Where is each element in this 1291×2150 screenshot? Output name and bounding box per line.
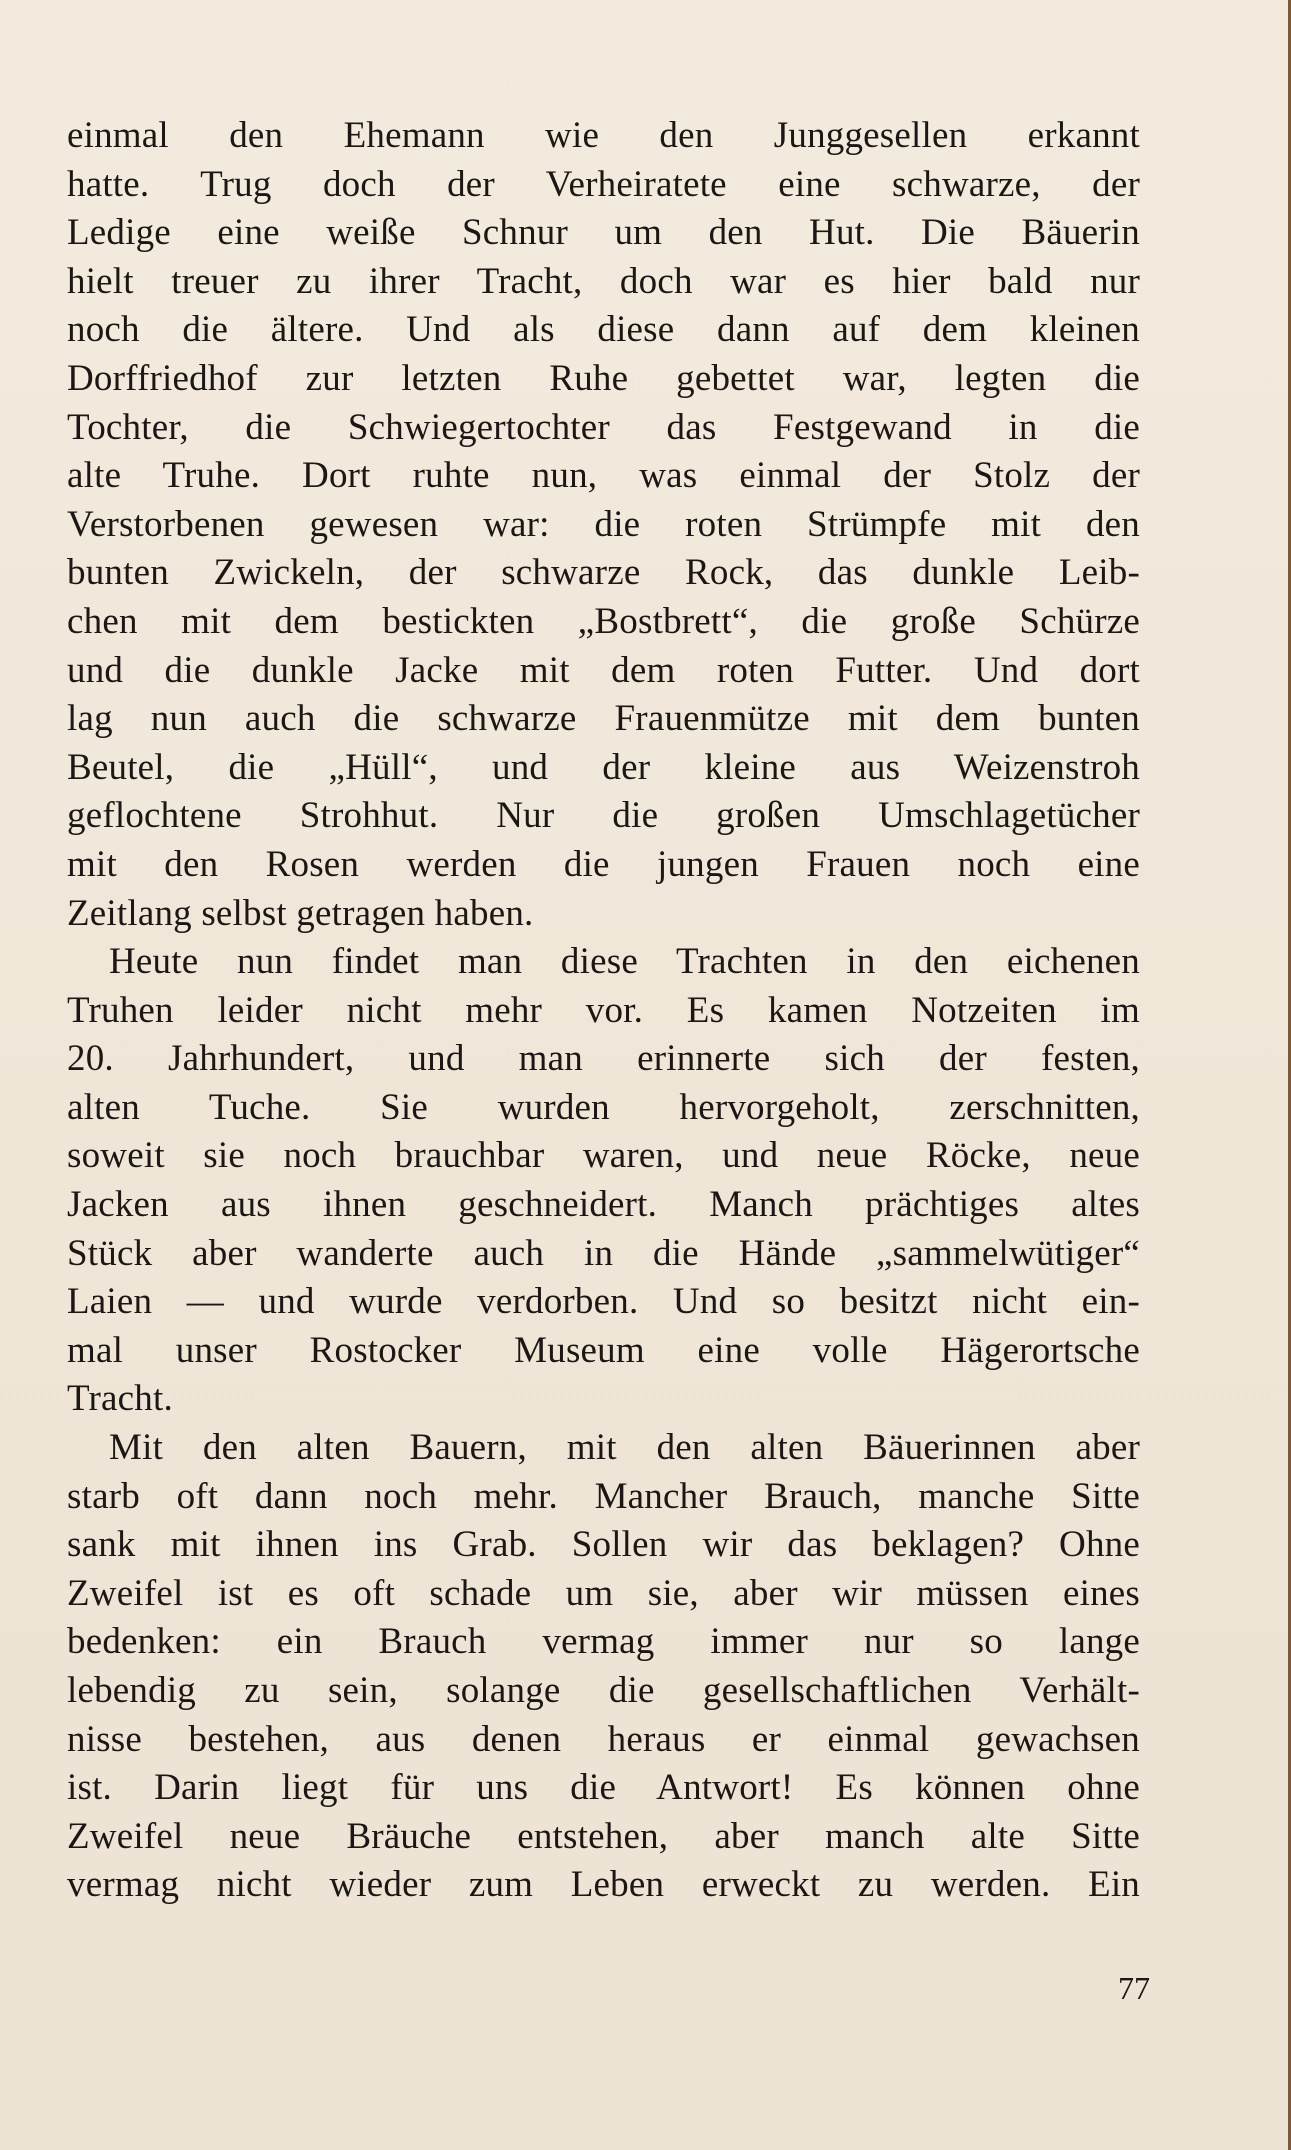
text-line: geflochtene Strohhut. Nur die großen Umschlagetücher [67,795,1140,837]
text-line: bedenken: ein Brauch vermag immer nur so lange [67,1621,1140,1663]
text-line: Dorffriedhof zur letzten Ruhe gebettet war, legten die [67,357,1140,399]
text-line: Stück aber wanderte auch in die Hände „sammelwütiger“ [67,1232,1140,1274]
text-line: Heute nun findet man diese Trachten in den eichenen [109,941,1140,983]
text-line: nisse bestehen, aus denen heraus er einmal gewachsen [67,1718,1140,1760]
text-line: vermag nicht wieder zum Leben erweckt zu werden. Ein [67,1864,1140,1906]
text-line: 20. Jahrhundert, und man erinnerte sich der festen, [67,1038,1140,1080]
text-line: mit den Rosen werden die jungen Frauen noch eine [67,843,1140,885]
page-number: 77 [1118,1970,1150,2006]
text-line: hatte. Trug doch der Verheiratete eine schwarze, der [67,163,1140,205]
text-line: Zeitlang selbst getragen haben. [67,892,534,934]
text-line: und die dunkle Jacke mit dem roten Futter. Und dort [67,649,1140,691]
text-line: einmal den Ehemann wie den Junggesellen erkannt [67,115,1140,156]
text-line: Zweifel neue Bräuche entstehen, aber manch alte Sitte [67,1815,1140,1857]
text-line: ist. Darin liegt für uns die Antwort! Es können ohne [67,1767,1140,1809]
text-line: soweit sie noch brauchbar waren, und neue Röcke, neue [67,1135,1140,1177]
text-line: Laien — und wurde verdorben. Und so besitzt nicht ein- [67,1281,1140,1323]
text-line: mal unser Rostocker Museum eine volle Hägerortsche [67,1329,1140,1371]
text-line: Mit den alten Bauern, mit den alten Bäuerinnen aber [109,1427,1140,1469]
text-line: Tochter, die Schwiegertochter das Festgewand in die [67,406,1140,448]
text-line: lag nun auch die schwarze Frauenmütze mit dem bunten [67,698,1140,740]
text-line: sank mit ihnen ins Grab. Sollen wir das beklagen? Ohne [67,1524,1140,1566]
text-line: alte Truhe. Dort ruhte nun, was einmal der Stolz der [67,455,1140,497]
text-line: Truhen leider nicht mehr vor. Es kamen Notzeiten im [67,989,1140,1031]
body-text [67,112,1140,1910]
text-line: starb oft dann noch mehr. Mancher Brauch, manche Sitte [67,1475,1140,1517]
text-line: Beutel, die „Hüll“, und der kleine aus Weizenstroh [67,746,1140,788]
text-line: hielt treuer zu ihrer Tracht, doch war es hier bald nur [67,260,1140,302]
text-line: alten Tuche. Sie wurden hervorgeholt, zerschnitten, [67,1086,1140,1128]
text-line: Ledige eine weiße Schnur um den Hut. Die Bäuerin [67,212,1140,254]
text-line: Zweifel ist es oft schade um sie, aber wir müssen eines [67,1572,1140,1614]
text-line: noch die ältere. Und als diese dann auf dem kleinen [67,309,1140,351]
text-line: lebendig zu sein, solange die gesellschaftlichen Verhält- [67,1670,1140,1711]
text-line: Tracht. [67,1378,173,1420]
text-line: chen mit dem bestickten „Bostbrett“, die große Schürze [67,600,1140,642]
text-line: Verstorbenen gewesen war: die roten Strümpfe mit den [67,503,1140,545]
text-line: Jacken aus ihnen geschneidert. Manch prächtiges altes [67,1184,1140,1226]
text-line: bunten Zwickeln, der schwarze Rock, das dunkle Leib- [67,552,1140,594]
